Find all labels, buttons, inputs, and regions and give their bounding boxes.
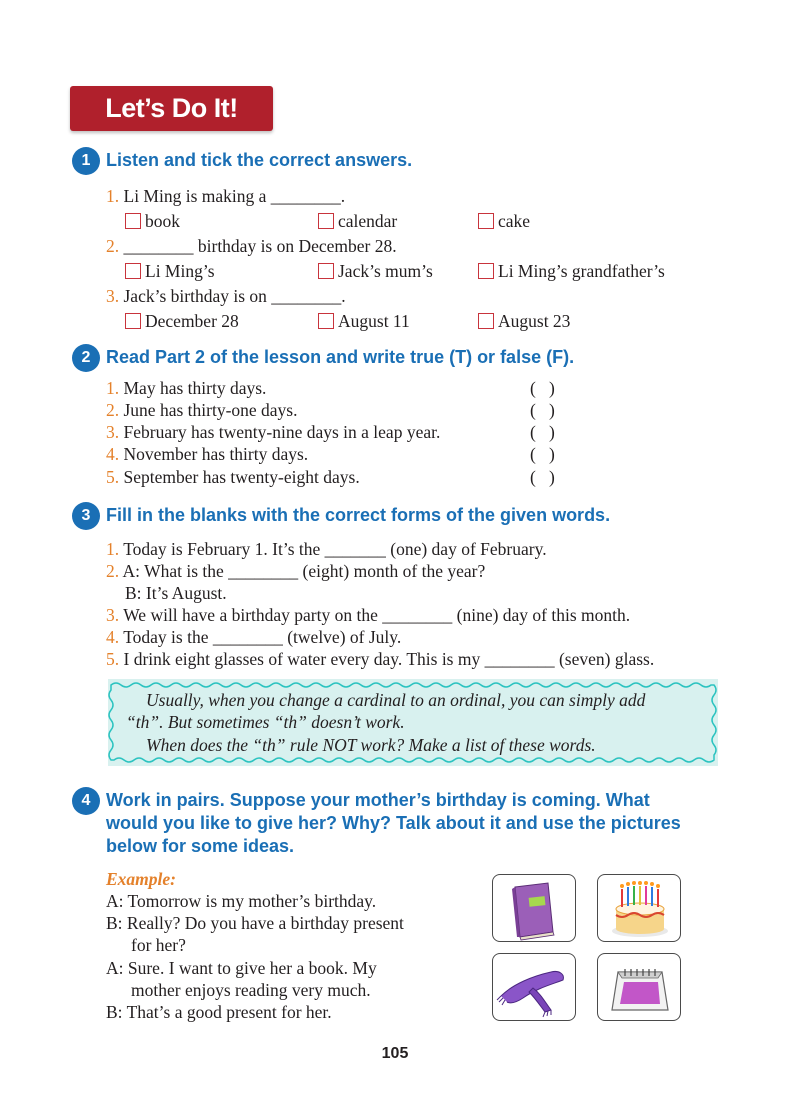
page-number: 105	[381, 1045, 409, 1062]
answer-blank-2[interactable]: ( )	[530, 400, 555, 420]
checkbox[interactable]	[478, 313, 494, 329]
option-august-23[interactable]: August 23	[478, 310, 570, 332]
tip-note-box	[108, 679, 718, 766]
scarf-picture	[492, 953, 576, 1021]
checkbox[interactable]	[318, 263, 334, 279]
dialogue-line-1: A: Tomorrow is my mother’s birthday.	[106, 891, 377, 911]
book-icon	[493, 875, 577, 943]
checkbox[interactable]	[125, 313, 141, 329]
book-picture	[492, 874, 576, 942]
answer-blank-3[interactable]: ( )	[530, 422, 555, 442]
fill-in-2-answer: B: It’s August.	[125, 583, 227, 603]
scarf-icon	[493, 954, 577, 1022]
checkbox[interactable]	[478, 263, 494, 279]
option-book[interactable]: book	[125, 210, 180, 232]
option-august-11[interactable]: August 11	[318, 310, 410, 332]
statement-3: 3. February has twenty-nine days in a leap year.	[106, 422, 441, 442]
dialogue-line-3: for her?	[131, 935, 186, 955]
checkbox[interactable]	[318, 313, 334, 329]
answer-blank-5[interactable]: ( )	[530, 467, 555, 487]
answer-blank-1[interactable]: ( )	[530, 378, 555, 398]
statement-5: 5. September has twenty-eight days.	[106, 467, 360, 487]
answer-blank-4[interactable]: ( )	[530, 444, 555, 464]
section-2-title: Read Part 2 of the lesson and write true (T) or false (F).	[106, 347, 575, 367]
lets-do-it-banner	[70, 86, 273, 131]
option-grandfathers[interactable]: Li Ming’s grandfather’s	[478, 260, 665, 282]
dialogue-line-4: A: Sure. I want to give her a book. My	[106, 958, 377, 978]
option-calendar[interactable]: calendar	[318, 210, 397, 232]
dialogue-line-6: B: That’s a good present for her.	[106, 1002, 332, 1022]
fill-in-4: 4. Today is the ________ (twelve) of July.	[106, 627, 402, 647]
dialogue-line-2: B: Really? Do you have a birthday present	[106, 913, 404, 933]
question-3: 3. Jack’s birthday is on ________.	[106, 286, 346, 306]
option-december-28[interactable]: December 28	[125, 310, 239, 332]
dialogue-line-5: mother enjoys reading very much.	[131, 980, 371, 1000]
question-2: 2. ________ birthday is on December 28.	[106, 236, 397, 256]
cake-picture	[597, 874, 681, 942]
statement-4: 4. November has thirty days.	[106, 444, 309, 464]
statement-2: 2. June has thirty-one days.	[106, 400, 298, 420]
fill-in-3: 3. We will have a birthday party on the ________ (nine) day of this month.	[106, 605, 631, 625]
section-2-number: 2	[72, 344, 100, 372]
calendar-icon	[598, 954, 682, 1022]
banner-title: Let’s Do It!	[105, 93, 238, 123]
question-1: 1. Li Ming is making a ________.	[106, 186, 346, 206]
section-4-title-line-2: would you like to give her? Why? Talk about it and use the pictures	[106, 813, 681, 833]
tip-line-3: When does the “th” rule NOT work? Make a list of these words.	[146, 735, 596, 755]
option-cake[interactable]: cake	[478, 210, 530, 232]
fill-in-2: 2. A: What is the ________ (eight) month of the year?	[106, 561, 486, 581]
checkbox[interactable]	[125, 263, 141, 279]
example-label: Example:	[106, 869, 176, 889]
cake-icon	[598, 875, 682, 943]
statement-1: 1. May has thirty days.	[106, 378, 267, 398]
tip-line-1: Usually, when you change a cardinal to an ordinal, you can simply add	[146, 690, 646, 710]
section-1-number: 1	[72, 147, 100, 175]
checkbox[interactable]	[125, 213, 141, 229]
checkbox[interactable]	[478, 213, 494, 229]
section-1-title: Listen and tick the correct answers.	[106, 150, 413, 170]
tip-line-2: “th”. But sometimes “th” doesn’t work.	[126, 712, 405, 732]
calendar-picture	[597, 953, 681, 1021]
section-3-number: 3	[72, 502, 100, 530]
section-4-title-line-3: below for some ideas.	[106, 836, 295, 856]
section-4-title-line-1: Work in pairs. Suppose your mother’s birthday is coming. What	[106, 790, 650, 810]
section-3-title: Fill in the blanks with the correct forms of the given words.	[106, 505, 611, 525]
section-4-number: 4	[72, 787, 100, 815]
checkbox[interactable]	[318, 213, 334, 229]
option-jacks-mums[interactable]: Jack’s mum’s	[318, 260, 433, 282]
fill-in-1: 1. Today is February 1. It’s the _______ (one) day of February.	[106, 539, 547, 559]
fill-in-5: 5. I drink eight glasses of water every day. This is my ________ (seven) glass.	[106, 649, 655, 669]
option-li-mings[interactable]: Li Ming’s	[125, 260, 215, 282]
